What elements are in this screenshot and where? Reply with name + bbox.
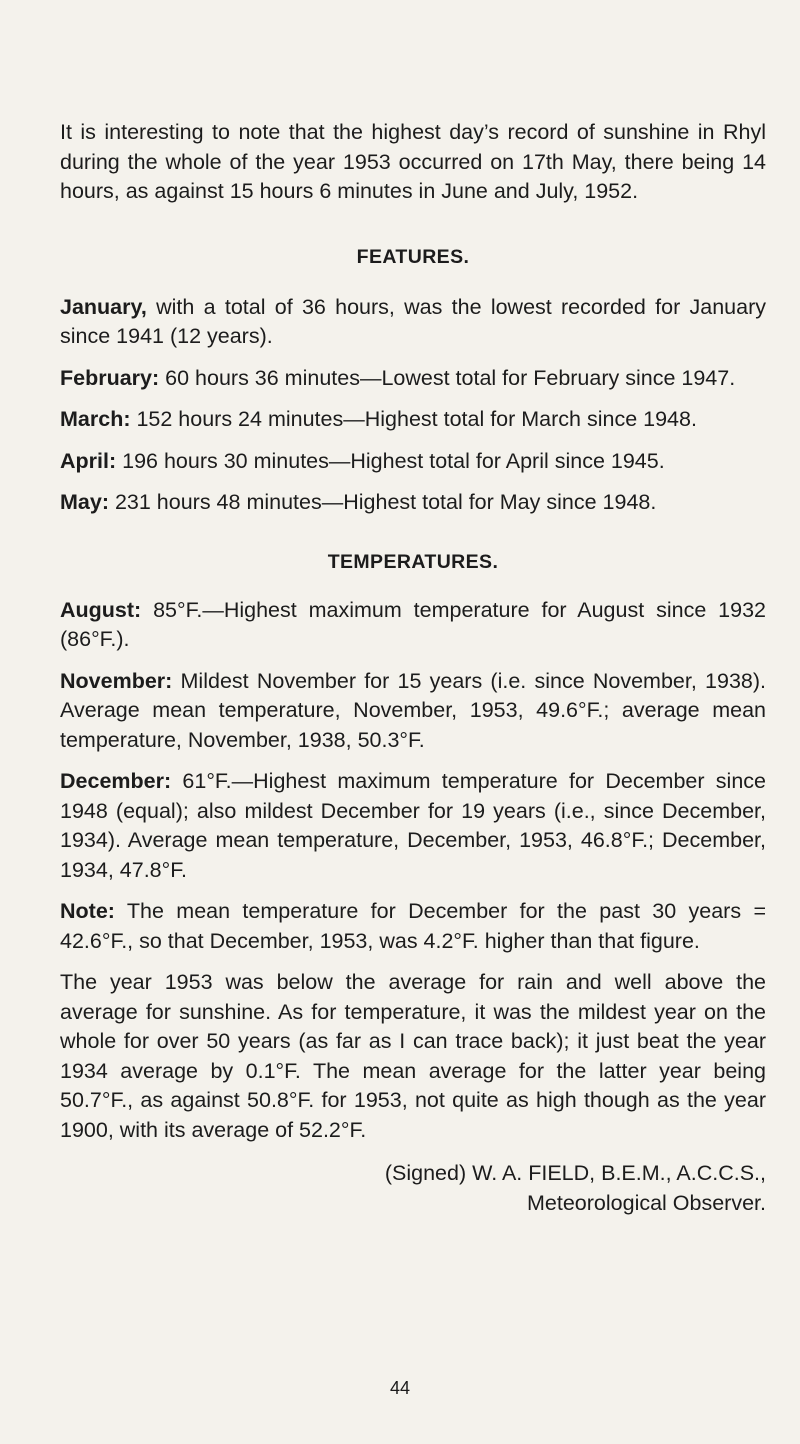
temperatures-heading: TEMPERATURES. [327, 550, 499, 573]
entry-march [60, 405, 766, 435]
entry-august [60, 596, 766, 655]
entry-january-text: with a total of 36 hours, was the lowest recorded for January since 1941 (12 years). [60, 294, 766, 348]
entry-may-text: 231 hours 48 minutes—Highest total for May since 1948. [108, 490, 657, 514]
entry-august-label: August: [60, 597, 142, 622]
entry-december-text: 61°F.—Highest maximum temperature for December since 1948 (equal); also mildest December for 19 years (i.e., since December, 1934). Average mean temperature, December, 1953, 46.8°F.; December, 1934, 47.8°F. [60, 769, 766, 882]
entry-may-label: May: [60, 490, 109, 514]
entry-february [60, 364, 766, 394]
summary-paragraph: The year 1953 was below the average for rain and well above the average for sunshine. As for temperature, it was the mildest year on the whole for over 50 years (as far as I can trace back); it just beat the year 1934 average by 0.1°F. The mean average for the latter year being 50.7°F., as against 50.8°F. for 1953, not quite as high though as the year 1900, with its average of 52.2°F. [60, 970, 766, 1142]
entry-april-label: April: [60, 448, 117, 473]
entry-april-text: 196 hours 30 minutes—Highest total for April since 1945. [116, 448, 665, 473]
entry-november-label: November: [60, 668, 173, 693]
signature-name: (Signed) W. A. FIELD, B.E.M., A.C.C.S., [384, 1161, 766, 1185]
entry-note [60, 897, 766, 956]
entry-august-text: 85°F.—Highest maximum temperature for August since 1932 (86°F.). [60, 597, 766, 651]
intro-paragraph: It is interesting to note that the highest day’s record of sunshine in Rhyl during the whole of the year 1953 occurred on 17th May, there being 14 hours, as against 15 hours 6 minutes in June and July, 1952. [60, 120, 766, 203]
entry-december [60, 767, 766, 885]
entry-march-label: March: [60, 407, 131, 431]
entry-may [60, 488, 766, 518]
entry-february-label: February: [60, 365, 160, 390]
entry-november-text: Mildest November for 15 years (i.e. since November, 1938). Average mean temperature, November, 1953, 49.6°F.; average mean temperature, November, 1938, 50.3°F. [60, 668, 766, 752]
entry-december-label: December: [60, 769, 172, 793]
document-page [60, 118, 766, 1218]
signature-block [60, 1159, 766, 1218]
entry-note-label: Note: [60, 899, 115, 923]
entry-february-text: 60 hours 36 minutes—Lowest total for February since 1947. [159, 365, 736, 390]
entry-november [60, 667, 766, 756]
entry-january [60, 293, 766, 352]
entry-march-text: 152 hours 24 minutes—Highest total for March since 1948. [130, 407, 697, 431]
page-number: 44 [389, 1378, 411, 1398]
entry-note-text: The mean temperature for December for the past 30 years = 42.6°F., so that December, 1953, was 4.2°F. higher than that figure. [60, 899, 766, 953]
signature-title: Meteorological Observer. [527, 1190, 766, 1215]
features-heading: FEATURES. [356, 245, 470, 268]
entry-april [60, 447, 766, 477]
entry-january-label: January, [60, 294, 147, 319]
